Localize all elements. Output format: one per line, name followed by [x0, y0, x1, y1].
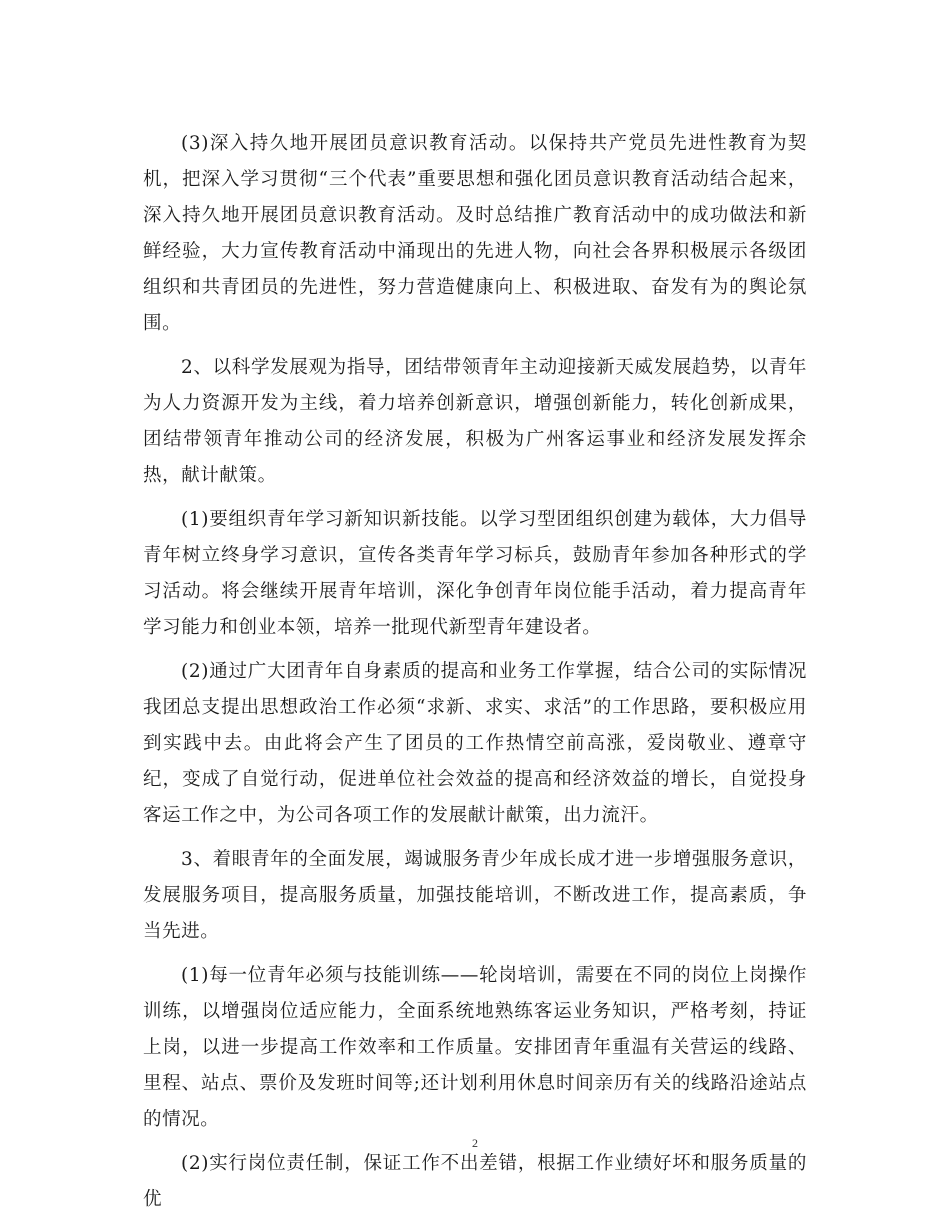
page-number: 2 [472, 1136, 478, 1150]
paragraph-scientific-development: 2、以科学发展观为指导，团结带领青年主动迎接新天威发展趋势，以青年为人力资源开发为主线，着力培养创新意识，增强创新能力，转化创新成果，团结带领青年推动公司的经济发展，积极为广州客运事业和经济发展发挥余热，献计献策。 [143, 357, 807, 486]
paragraph-self-improvement: (2)通过广大团青年自身素质的提高和业务工作掌握，结合公司的实际情况我团总支提出思想政治工作必须“求新、求实、求活”的工作思路，要积极应用到实践中去。由此将会产生了团员的工作热情空前高涨，爱岗敬业、遵章守纪，变成了自觉行动，促进单位社会效益的提高和经济效益的增长，自觉投身客运工作之中，为公司各项工作的发展献计献策，出力流汗。 [143, 661, 807, 826]
paragraph-job-responsibility: (2)实行岗位责任制，保证工作不出差错，根据工作业绩好坏和服务质量的优 [143, 1153, 807, 1210]
paragraph-skill-training: (1)每一位青年必须与技能训练——轮岗培训，需要在不同的岗位上岗操作训练，以增强岗位适应能力，全面系统地熟练客运业务知识，严格考刻，持证上岗，以进一步提高工作效率和工作质量。安排团青年重温有关营运的线路、里程、站点、票价及发班时间等;还计划利用休息时间亲历有关的线路沿途站点的情况。 [143, 965, 807, 1130]
paragraph-learning-new-skills: (1)要组织青年学习新知识新技能。以学习型团组织创建为载体，大力倡导青年树立终身学习意识，宣传各类青年学习标兵，鼓励青年参加各种形式的学习活动。将会继续开展青年培训，深化争创青年岗位能手活动，着力提高青年学习能力和创业本领，培养一批现代新型青年建设者。 [143, 509, 807, 638]
document-body [143, 126, 807, 1226]
paragraph-comprehensive-development: 3、着眼青年的全面发展，竭诚服务青少年成长成才进一步增强服务意识，发展服务项目，提高服务质量，加强技能培训，不断改进工作，提高素质，争当先进。 [143, 849, 807, 942]
paragraph-team-awareness-education: (3)深入持久地开展团员意识教育活动。以保持共产党员先进性教育为契机，把深入学习贯彻“三个代表”重要思想和强化团员意识教育活动结合起来，深入持久地开展团员意识教育活动。及时总结推广教育活动中的成功做法和新鲜经验，大力宣传教育活动中涌现出的先进人物，向社会各界积极展示各级团组织和共青团员的先进性，努力营造健康向上、积极进取、奋发有为的舆论氛围。 [143, 133, 807, 334]
